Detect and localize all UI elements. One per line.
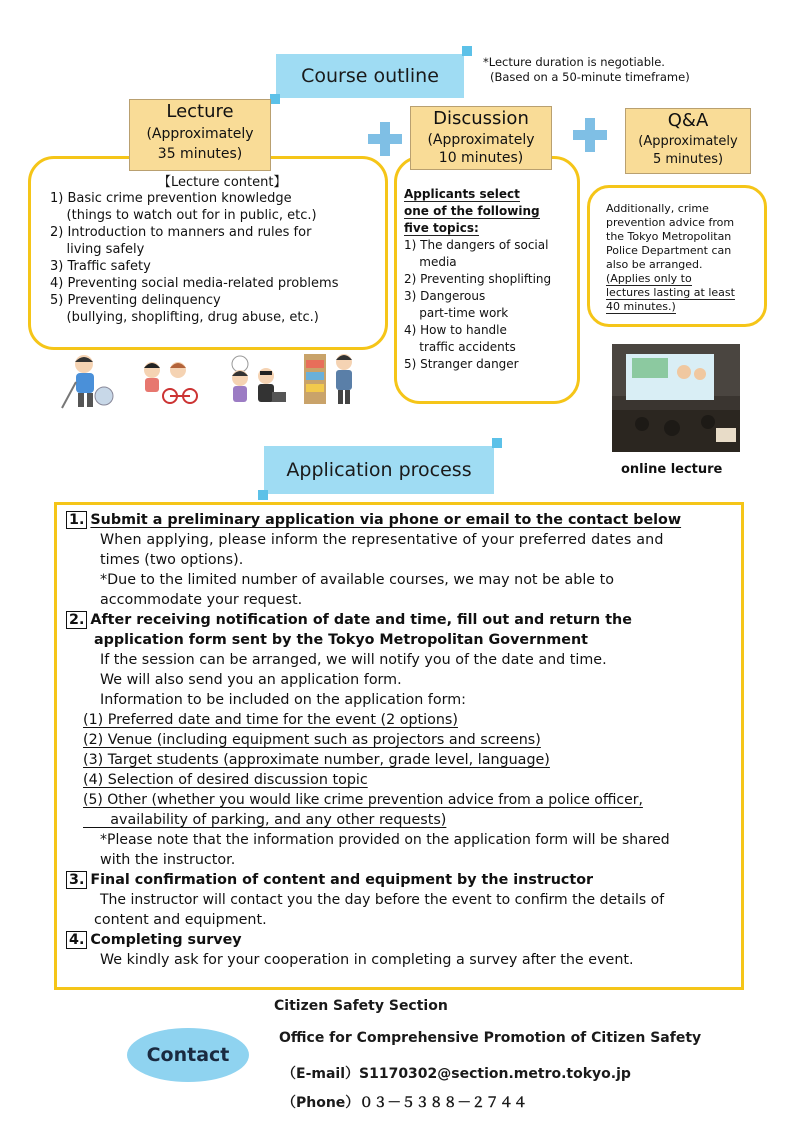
list-item: 5) Preventing delinquency (50, 293, 221, 308)
list-item: 2) Preventing shoplifting (404, 272, 552, 286)
lecture-title: Lecture (166, 101, 234, 122)
step-1-line: When applying, please inform the representative of your preferred dates and (100, 532, 664, 548)
duration-note-1: *Lecture duration is negotiable. (483, 55, 665, 69)
qa-line: Additionally, crime (606, 202, 709, 215)
discussion-intro-line: Applicants select (404, 187, 520, 201)
course-outline-title: Course outline (301, 65, 439, 87)
qa-duration-1: (Approximately (638, 134, 738, 149)
step-3-line: content and equipment. (94, 912, 267, 928)
step-heading-text: Submit a preliminary application via phone or email to the contact below (90, 512, 682, 528)
contact-section: Citizen Safety Section (274, 998, 448, 1014)
discussion-duration-2: 10 minutes) (438, 150, 524, 166)
list-item: 5) Stranger danger (404, 357, 519, 371)
list-item: part-time work (404, 306, 509, 320)
discussion-intro (404, 186, 540, 237)
qa-line: also be arranged. (606, 258, 703, 271)
form-item: (5) Other (whether you would like crime prevention advice from a police officer, (83, 792, 643, 808)
shop-illustration (302, 350, 362, 408)
step-3-heading (66, 870, 593, 890)
course-outline-banner (276, 54, 464, 98)
qa-condition-line: lectures lasting at least (606, 286, 735, 299)
discussion-intro-line: five topics: (404, 221, 479, 235)
step-4-line: We kindly ask for your cooperation in completing a survey after the event. (100, 952, 634, 968)
discussion-title: Discussion (433, 108, 529, 129)
list-item: 3) Traffic safety (50, 259, 151, 274)
step-4-heading (66, 930, 242, 950)
lecture-content-list (50, 190, 380, 326)
list-item: traffic accidents (404, 340, 516, 354)
list-item: 3) Dangerous (404, 289, 486, 303)
application-process-banner (264, 446, 494, 494)
step-number: 2. (66, 611, 87, 629)
list-item: 4) Preventing social media-related problems (50, 276, 339, 291)
plus-icon (573, 118, 607, 152)
form-item: availability of parking, and any other requests) (83, 812, 447, 828)
qa-line: Police Department can (606, 244, 732, 257)
step-number: 1. (66, 511, 87, 529)
qa-text (606, 202, 756, 314)
list-item: 4) How to handle (404, 323, 507, 337)
contact-office: Office for Comprehensive Promotion of Citizen Safety (279, 1030, 702, 1046)
duration-note-2: (Based on a 50-minute timeframe) (490, 70, 690, 84)
step-1-line: times (two options). (100, 552, 244, 568)
step-2-line: Information to be included on the application form: (100, 692, 466, 708)
form-item: (2) Venue (including equipment such as projectors and screens) (83, 732, 541, 748)
list-item: 1) Basic crime prevention knowledge (50, 191, 292, 206)
plus-icon (368, 122, 402, 156)
qa-line: prevention advice from (606, 216, 735, 229)
form-item: (4) Selection of desired discussion topic (83, 772, 368, 788)
online-trouble-illustration (222, 354, 288, 406)
contact-label: Contact (127, 1028, 249, 1082)
qa-title: Q&A (667, 110, 709, 131)
form-item: (1) Preferred date and time for the event (2 options) (83, 712, 458, 728)
application-process-title: Application process (286, 459, 472, 481)
step-number: 4. (66, 931, 87, 949)
qa-condition-line: 40 minutes.) (606, 300, 676, 313)
qa-line: the Tokyo Metropolitan (606, 230, 732, 243)
discussion-intro-line: one of the following (404, 204, 540, 218)
qa-header (625, 108, 751, 174)
child-cleanup-illustration (58, 352, 114, 414)
step-2-note: with the instructor. (100, 852, 236, 868)
discussion-topic-list (404, 237, 572, 373)
bicycle-illustration (136, 356, 200, 406)
step-2-line: If the session can be arranged, we will notify you of the date and time. (100, 652, 607, 668)
step-2-note: *Please note that the information provided on the application form will be shared (100, 832, 670, 848)
qa-duration-2: 5 minutes) (652, 152, 724, 167)
discussion-header (410, 106, 552, 170)
photo-caption: online lecture (621, 462, 723, 477)
contact-email[interactable]: （E-mail）S1170302@section.metro.tokyo.jp (282, 1066, 631, 1082)
list-item: media (404, 255, 457, 269)
step-heading-text: Completing survey (90, 932, 242, 948)
form-item: (3) Target students (approximate number, grade level, language) (83, 752, 550, 768)
contact-phone[interactable]: （Phone）０３－５３８８－２７４４ (282, 1095, 528, 1111)
lecture-duration-1: (Approximately (146, 126, 254, 142)
list-item: living safely (50, 242, 145, 257)
step-heading-text: Final confirmation of content and equipment by the instructor (90, 872, 594, 888)
step-heading-text: After receiving notification of date and time, fill out and return the (90, 612, 632, 628)
list-item: 2) Introduction to manners and rules for (50, 225, 312, 240)
step-number: 3. (66, 871, 87, 889)
step-3-line: The instructor will contact you the day before the event to confirm the details of (100, 892, 665, 908)
step-2-line: We will also send you an application form. (100, 672, 402, 688)
step-1-line: accommodate your request. (100, 592, 303, 608)
discussion-duration-1: (Approximately (427, 132, 535, 148)
step-1-heading (66, 510, 681, 530)
step-1-line: *Due to the limited number of available courses, we may not be able to (100, 572, 615, 588)
list-item: (bullying, shoplifting, drug abuse, etc.) (50, 310, 319, 325)
step-2-heading-cont: application form sent by the Tokyo Metropolitan Government (94, 632, 588, 648)
qa-condition-line: (Applies only to (606, 272, 692, 285)
online-lecture-photo (612, 344, 740, 452)
list-item: 1) The dangers of social (404, 238, 549, 252)
step-2-heading (66, 610, 632, 630)
lecture-duration-2: 35 minutes) (157, 146, 243, 162)
lecture-content-heading: 【Lecture content】 (158, 175, 287, 190)
list-item: (things to watch out for in public, etc.) (50, 208, 317, 223)
lecture-header (129, 99, 271, 171)
